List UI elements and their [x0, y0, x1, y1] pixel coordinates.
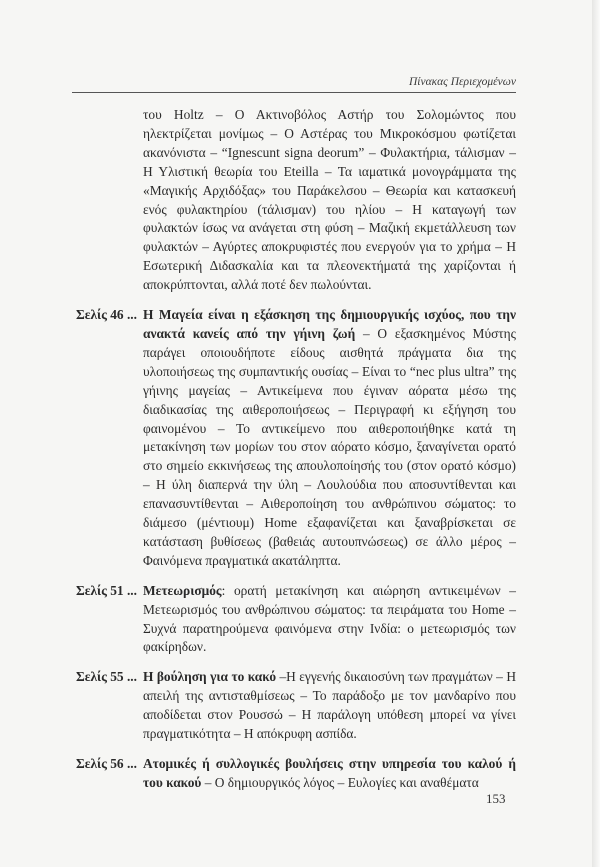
toc-entry [76, 582, 516, 658]
toc-entry-text: του Holtz – Ο Ακτινοβόλος Αστήρ του Σολομώντος που ηλεκτρίζεται μονίμως – Ο Αστέρας του Μικροκόσμου φωτίζεται ακανόνιστα – “Ignescunt signa deorum” – Φυλακτήρια, τάλισμαν – Η Υλιστική θεωρία του Eteilla – Τα ιαματικά μονογράμματα της «Μαγικής Αρχιδόξας» του Παράκελσου – Θεωρία και κατασκευή ενός φυλακτηρίου (τάλισμαν) του ηλίου – Η καταγωγή των φυλακτών ίσως να ανάγεται στη φύση – Μαζική εκμετάλλευση των φυλακτών – Αγύρτες αποκρυφιστές που ενεργούν για το χρήμα – Η Εσωτερική Διδασκαλία και τα πλεονεκτήματά της χαρίζονται ή αποκρύπτονται, αλλά ποτέ δεν πωλούνται. [143, 107, 516, 293]
toc-entry-text: – Ο δημιουργικός λόγος – Ευλογίες και αναθέματα [201, 774, 479, 790]
toc-entry-text: – Ο εξασκημένος Μύστης παράγει οποιουδήποτε είδους αισθητά πράγματα δια της υλοποιήσεως της συμπαντικής ουσίας – Είναι το “nec plus ultra” της γήινης μαγείας – Αντικείμενα που έγιναν αόρατα μέσω της διαδικασίας της αιθεροποιήσεως – Περιγραφή κι εξήγηση του φαινομένου – Το αντικείμενο που αιθεροποιήθηκε κατά τη μετακίνηση των μορίων του στον αόρατο κόσμο, ξαναγίνεται ορατό στο σημείο εκκινήσεως της απουλοποίησής του (στον ορατό κόσμο) – Η ύλη διαπερνά την ύλη – Λουλούδια που αποσυντίθενται και επανασυντίθενται – Αιθεροποίηση του ανθρώπινου σώματος: το διάμεσο (μέντιουμ) Home εξαφανίζεται και ξαναβρίσκεται σε κατάσταση βυθίσεως (βαθειάς αυτουπνώσεως) σε άλλο μέρος – Φαινόμενα πραγματικά ακατάληπτα. [143, 325, 516, 568]
toc-page-label: Σελίς 55 ... [76, 669, 137, 685]
toc-entry-title: Η βούληση για το κακό [143, 669, 277, 685]
toc-page-label: Σελίς 51 ... [76, 582, 137, 598]
toc-entry [76, 306, 516, 571]
toc-entry-title: Ατομικές ή συλλογικές βουλήσεις στην υπηρεσία του καλού ή του κακού [143, 756, 516, 790]
page-edge [592, 0, 600, 867]
toc-page-label: Σελίς 56 ... [76, 756, 137, 771]
table-of-contents [76, 106, 516, 804]
toc-entry [76, 668, 516, 744]
toc-continuation [76, 106, 516, 295]
running-header-title: Πίνακας Περιεχομένων [408, 76, 516, 88]
toc-entry [76, 755, 516, 793]
header-rule [72, 92, 516, 93]
toc-entry-title: Μετεωρισμός [143, 582, 222, 598]
page-number: 153 [486, 791, 506, 806]
toc-entry-title: Η Μαγεία είναι η εξάσκηση της δημιουργικής ισχύος, που την ανακτά κανείς από την γήινη ζωή [143, 307, 516, 341]
toc-page-label: Σελίς 46 ... [76, 307, 137, 323]
toc-entry-text: –Η εγγενής δικαιοσύνη των πραγμάτων – Η απειλή της αντισταθμίσεως – Το παράδοξο με τον μανδαρίνο που αποδίδεται στον Ρουσσώ – Η παράλογη υπόθεση μπορεί να γίνει πραγματικότητα – Η απόκρυφη ασπίδα. [143, 669, 516, 742]
toc-entry-text: : ορατή μετακίνηση και αιώρηση αντικειμένων – Μετεωρισμός του ανθρώπινου σώματος: τα πειράματα του Home – Συχνά παρατηρούμενα φαινόμενα στην Ινδία: ο μετεωρισμός των φακίρηδων. [143, 582, 516, 655]
